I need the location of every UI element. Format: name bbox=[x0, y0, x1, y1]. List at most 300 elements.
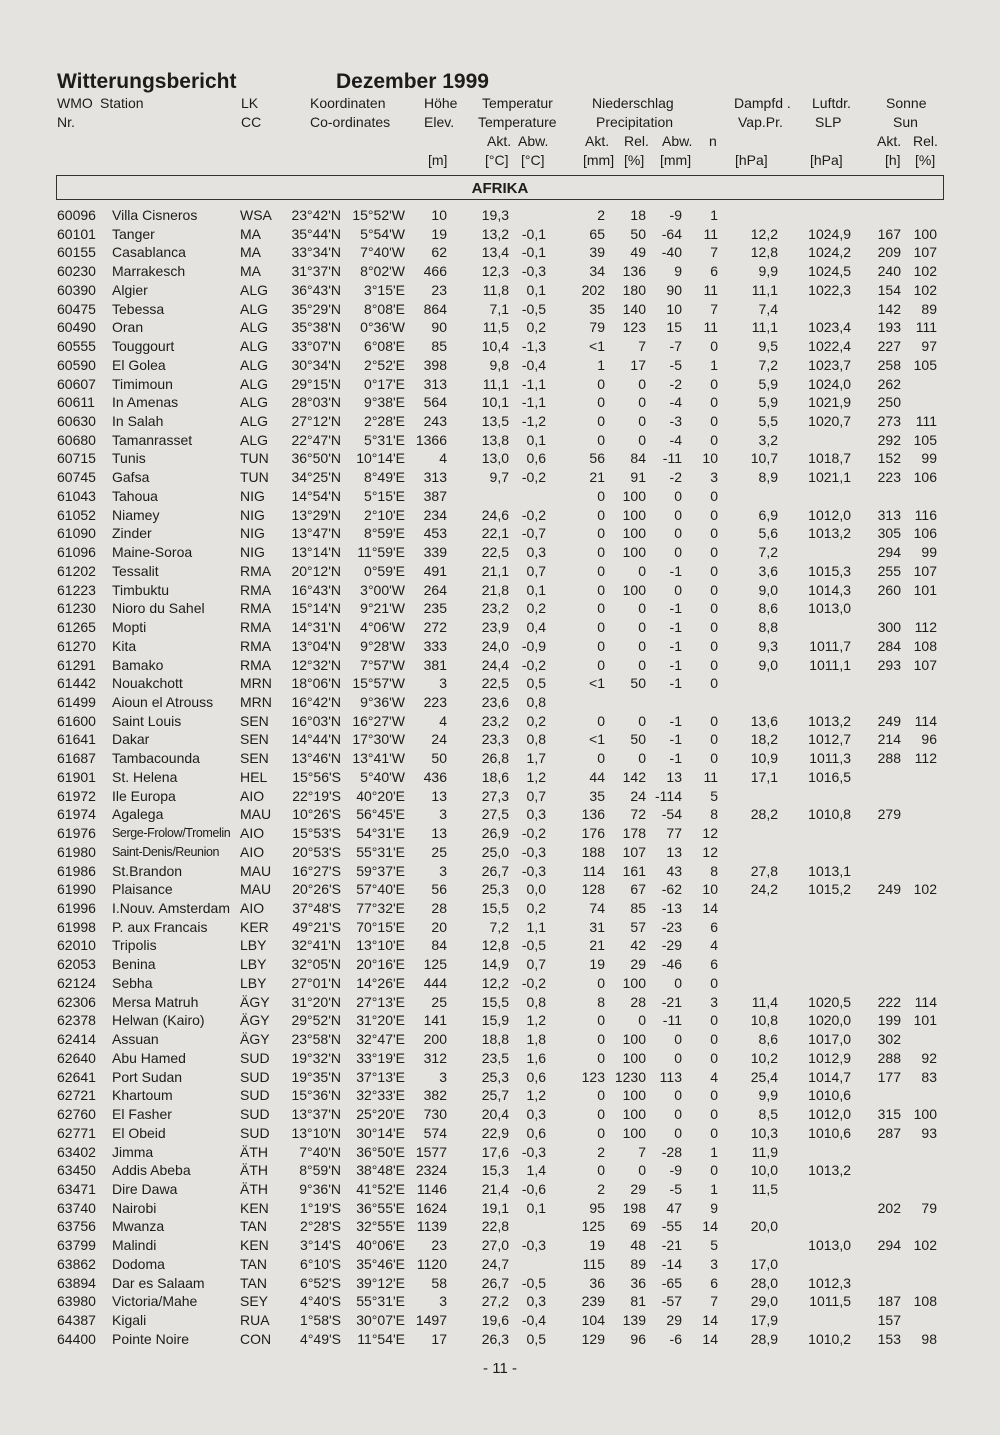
cell-country-code: TAN bbox=[240, 1255, 267, 1272]
cell-station-name: Tebessa bbox=[112, 300, 165, 317]
header-cc: CC bbox=[241, 114, 262, 130]
cell-longitude: 14°26'E bbox=[356, 974, 405, 991]
cell-precip-deviation: 0 bbox=[674, 1124, 682, 1141]
cell-precip-relative: 29 bbox=[630, 1180, 646, 1197]
cell-country-code: ALG bbox=[240, 281, 269, 298]
cell-sea-level-pressure: 1020,5 bbox=[808, 993, 851, 1010]
cell-precip-actual: 104 bbox=[581, 1312, 605, 1329]
cell-sea-level-pressure: 1024,9 bbox=[808, 225, 851, 242]
table-row bbox=[0, 975, 1000, 993]
cell-precip-deviation: -64 bbox=[661, 225, 682, 242]
cell-precip-actual: 0 bbox=[597, 1087, 605, 1104]
cell-precip-days: 0 bbox=[710, 1124, 718, 1141]
table-row bbox=[0, 769, 1000, 787]
cell-latitude: 31°20'N bbox=[291, 993, 341, 1010]
cell-precip-relative: 100 bbox=[622, 506, 646, 523]
cell-latitude: 49°21'S bbox=[292, 918, 341, 935]
cell-station-name: Plaisance bbox=[112, 881, 173, 898]
cell-sea-level-pressure: 1012,7 bbox=[808, 731, 851, 748]
cell-temp-deviation: 0,3 bbox=[526, 544, 546, 561]
table-row bbox=[0, 844, 1000, 862]
cell-precip-actual: 21 bbox=[589, 469, 605, 486]
cell-precip-deviation: 90 bbox=[666, 281, 682, 298]
cell-sun-relative: 79 bbox=[921, 1199, 937, 1216]
cell-sun-relative: 111 bbox=[915, 319, 937, 336]
cell-latitude: 6°10'S bbox=[300, 1255, 341, 1272]
cell-vapour-pressure: 10,9 bbox=[750, 750, 778, 767]
table-row bbox=[0, 956, 1000, 974]
cell-precip-days: 0 bbox=[710, 1049, 718, 1066]
cell-precip-days: 6 bbox=[710, 263, 718, 280]
cell-temp-actual: 15,9 bbox=[481, 1012, 509, 1029]
cell-vapour-pressure: 17,0 bbox=[750, 1255, 778, 1272]
cell-precip-days: 0 bbox=[710, 1087, 718, 1104]
cell-temp-deviation: -0,9 bbox=[521, 637, 546, 654]
cell-precip-deviation: 0 bbox=[674, 581, 682, 598]
cell-vapour-pressure: 28,2 bbox=[750, 806, 778, 823]
cell-sea-level-pressure: 1021,1 bbox=[808, 469, 851, 486]
cell-station-name: Port Sudan bbox=[112, 1068, 183, 1085]
cell-precip-deviation: 15 bbox=[666, 319, 682, 336]
cell-longitude: 5°40'W bbox=[360, 768, 405, 785]
header-precipitation: Niederschlag bbox=[592, 95, 674, 111]
cell-precip-relative: 0 bbox=[638, 619, 646, 636]
cell-wmo-number: 61052 bbox=[57, 506, 96, 523]
cell-vapour-pressure: 8,6 bbox=[758, 1031, 778, 1048]
cell-wmo-number: 60101 bbox=[57, 225, 96, 242]
cell-country-code: ALG bbox=[240, 431, 269, 448]
cell-elevation: 234 bbox=[423, 506, 447, 523]
cell-precip-days: 8 bbox=[710, 806, 718, 823]
cell-elevation: 235 bbox=[423, 600, 447, 617]
table-row bbox=[0, 1181, 1000, 1199]
cell-latitude: 14°44'N bbox=[291, 731, 341, 748]
cell-station-name: Nouakchott bbox=[112, 675, 183, 692]
cell-station-name: Agalega bbox=[112, 806, 164, 823]
cell-latitude: 16°43'N bbox=[291, 581, 341, 598]
cell-temp-actual: 12,8 bbox=[481, 937, 509, 954]
cell-precip-actual: 0 bbox=[597, 1106, 605, 1123]
header-coordinates-en: Co-ordinates bbox=[310, 114, 391, 130]
cell-wmo-number: 61090 bbox=[57, 525, 96, 542]
cell-sun-actual: 152 bbox=[877, 450, 901, 467]
cell-vapour-pressure: 11,1 bbox=[751, 281, 778, 298]
table-row bbox=[0, 1031, 1000, 1049]
cell-precip-relative: 36 bbox=[630, 1274, 646, 1291]
cell-precip-days: 1 bbox=[710, 356, 718, 373]
cell-precip-relative: 100 bbox=[622, 1049, 646, 1066]
cell-temp-actual: 26,9 bbox=[481, 825, 509, 842]
cell-country-code: MAU bbox=[240, 881, 272, 898]
cell-precip-actual: <1 bbox=[589, 675, 605, 692]
cell-precip-actual: 8 bbox=[597, 993, 605, 1010]
cell-vapour-pressure: 11,1 bbox=[751, 319, 778, 336]
cell-temp-deviation: -0,5 bbox=[521, 1274, 546, 1291]
cell-precip-actual: 0 bbox=[597, 600, 605, 617]
cell-precip-relative: 0 bbox=[638, 600, 646, 617]
cell-wmo-number: 62414 bbox=[57, 1031, 96, 1048]
cell-precip-actual: 36 bbox=[589, 1274, 605, 1291]
cell-station-name: El Fasher bbox=[112, 1106, 172, 1123]
table-row bbox=[0, 638, 1000, 656]
cell-longitude: 55°31'E bbox=[356, 843, 405, 860]
cell-vapour-pressure: 9,3 bbox=[758, 637, 778, 654]
cell-longitude: 30°14'E bbox=[356, 1124, 405, 1141]
cell-wmo-number: 61265 bbox=[57, 619, 96, 636]
header-sun-en: Sun bbox=[893, 114, 918, 130]
cell-precip-relative: 84 bbox=[630, 450, 646, 467]
cell-temp-deviation: 1,7 bbox=[526, 750, 546, 767]
cell-precip-actual: 74 bbox=[589, 900, 605, 916]
cell-wmo-number: 60555 bbox=[57, 338, 96, 355]
table-row bbox=[0, 600, 1000, 618]
cell-vapour-pressure: 7,2 bbox=[758, 544, 778, 561]
cell-elevation: 313 bbox=[423, 375, 447, 392]
cell-sun-relative: 99 bbox=[921, 544, 937, 561]
cell-elevation: 387 bbox=[423, 487, 447, 504]
cell-elevation: 3 bbox=[439, 806, 447, 823]
cell-latitude: 20°26'S bbox=[292, 881, 341, 898]
cell-precip-relative: 0 bbox=[638, 1162, 646, 1179]
cell-wmo-number: 64400 bbox=[57, 1330, 96, 1347]
region-label: AFRIKA bbox=[471, 180, 529, 197]
cell-precip-relative: 0 bbox=[638, 637, 646, 654]
cell-temp-deviation: 1,2 bbox=[526, 1012, 546, 1029]
cell-station-name: Mersa Matruh bbox=[112, 993, 199, 1010]
cell-latitude: 27°01'N bbox=[291, 974, 341, 991]
cell-latitude: 37°48'S bbox=[292, 900, 341, 916]
cell-temp-deviation: -0,1 bbox=[521, 225, 546, 242]
cell-temp-deviation: 0,8 bbox=[526, 731, 546, 748]
cell-station-name: Khartoum bbox=[112, 1087, 173, 1104]
cell-wmo-number: 62640 bbox=[57, 1049, 96, 1066]
cell-sun-relative: 105 bbox=[913, 356, 937, 373]
cell-latitude: 32°41'N bbox=[291, 937, 341, 954]
cell-longitude: 40°06'E bbox=[356, 1237, 405, 1254]
cell-sun-actual: 292 bbox=[877, 431, 901, 448]
cell-sea-level-pressure: 1015,2 bbox=[808, 881, 851, 898]
cell-latitude: 22°47'N bbox=[291, 431, 341, 448]
cell-temp-actual: 10,4 bbox=[481, 338, 509, 355]
cell-longitude: 32°47'E bbox=[356, 1031, 405, 1048]
cell-latitude: 15°36'N bbox=[291, 1087, 341, 1104]
cell-temp-deviation: 0,7 bbox=[526, 787, 546, 804]
cell-longitude: 77°32'E bbox=[356, 900, 405, 916]
cell-longitude: 54°31'E bbox=[356, 825, 405, 842]
header-p-akt: Akt. bbox=[585, 133, 610, 149]
table-row bbox=[0, 1087, 1000, 1105]
cell-precip-deviation: 43 bbox=[666, 862, 682, 879]
cell-station-name: Nioro du Sahel bbox=[112, 600, 205, 617]
cell-vapour-pressure: 8,9 bbox=[758, 469, 778, 486]
cell-station-name: Ile Europa bbox=[112, 787, 176, 804]
cell-precip-days: 0 bbox=[710, 600, 718, 617]
cell-wmo-number: 60155 bbox=[57, 244, 96, 261]
cell-country-code: SUD bbox=[240, 1124, 270, 1141]
table-row bbox=[0, 1012, 1000, 1030]
cell-station-name: Pointe Noire bbox=[112, 1330, 190, 1347]
cell-sun-relative: 107 bbox=[913, 244, 937, 261]
cell-wmo-number: 60607 bbox=[57, 375, 96, 392]
cell-sun-actual: 294 bbox=[877, 1237, 901, 1254]
cell-latitude: 16°42'N bbox=[291, 693, 341, 710]
cell-sun-actual: 305 bbox=[877, 525, 901, 542]
cell-station-name: Marrakesch bbox=[112, 263, 186, 280]
cell-precip-deviation: -21 bbox=[661, 993, 682, 1010]
cell-station-name: Helwan (Kairo) bbox=[112, 1012, 205, 1029]
cell-elevation: 4 bbox=[439, 450, 447, 467]
cell-country-code: TUN bbox=[240, 450, 269, 467]
cell-precip-actual: 239 bbox=[581, 1293, 605, 1310]
cell-precip-actual: 0 bbox=[597, 525, 605, 542]
cell-elevation: 62 bbox=[431, 244, 447, 261]
header-t-abw: Abw. bbox=[518, 133, 549, 149]
table-row bbox=[0, 282, 1000, 300]
cell-temp-deviation: -0,3 bbox=[521, 862, 546, 879]
cell-country-code: ALG bbox=[240, 413, 269, 430]
cell-precip-deviation: -4 bbox=[669, 394, 682, 411]
cell-country-code: RMA bbox=[240, 562, 272, 579]
cell-precip-deviation: -5 bbox=[669, 1180, 682, 1197]
cell-precip-days: 12 bbox=[702, 843, 718, 860]
cell-country-code: ÄTH bbox=[240, 1180, 268, 1197]
header-p-n: n bbox=[709, 133, 717, 149]
cell-precip-actual: 2 bbox=[597, 207, 605, 223]
cell-wmo-number: 61998 bbox=[57, 918, 96, 935]
table-row bbox=[0, 1125, 1000, 1143]
cell-station-name: Saint-Denis/Reunion bbox=[112, 844, 220, 859]
cell-precip-days: 10 bbox=[702, 881, 718, 898]
cell-precip-deviation: 10 bbox=[666, 300, 682, 317]
cell-longitude: 38°48'E bbox=[356, 1162, 405, 1179]
cell-country-code: MAU bbox=[240, 806, 272, 823]
cell-precip-deviation: 9 bbox=[674, 263, 682, 280]
cell-country-code: ÄGY bbox=[240, 1012, 270, 1029]
cell-latitude: 23°58'N bbox=[291, 1031, 341, 1048]
cell-latitude: 3°14'S bbox=[300, 1237, 341, 1254]
cell-precip-deviation: -1 bbox=[669, 619, 682, 636]
cell-precip-actual: 0 bbox=[597, 1124, 605, 1141]
cell-country-code: RMA bbox=[240, 619, 272, 636]
cell-precip-relative: 0 bbox=[638, 375, 646, 392]
cell-elevation: 491 bbox=[423, 562, 447, 579]
cell-precip-deviation: -1 bbox=[669, 750, 682, 767]
unit-vap: [hPa] bbox=[735, 152, 768, 168]
table-row bbox=[0, 1256, 1000, 1274]
cell-longitude: 5°15'E bbox=[364, 487, 405, 504]
cell-temp-actual: 15,3 bbox=[481, 1162, 509, 1179]
cell-longitude: 7°57'W bbox=[360, 656, 405, 673]
cell-temp-actual: 24,4 bbox=[481, 656, 509, 673]
cell-elevation: 58 bbox=[431, 1274, 447, 1291]
cell-elevation: 17 bbox=[431, 1330, 447, 1347]
cell-temp-deviation: 0,2 bbox=[526, 712, 546, 729]
cell-temp-actual: 9,8 bbox=[489, 356, 509, 373]
cell-latitude: 35°38'N bbox=[291, 319, 341, 336]
table-row bbox=[0, 563, 1000, 581]
cell-latitude: 19°32'N bbox=[291, 1049, 341, 1066]
cell-elevation: 1366 bbox=[415, 431, 447, 448]
cell-wmo-number: 60230 bbox=[57, 263, 96, 280]
cell-station-name: Serge-Frolow/Tromelin bbox=[112, 826, 231, 841]
cell-temp-actual: 13,8 bbox=[481, 431, 509, 448]
cell-temp-actual: 26,7 bbox=[481, 1274, 509, 1291]
cell-wmo-number: 61270 bbox=[57, 637, 96, 654]
cell-precip-relative: 69 bbox=[630, 1218, 646, 1235]
cell-station-name: Tripolis bbox=[112, 937, 157, 954]
cell-wmo-number: 60475 bbox=[57, 300, 96, 317]
cell-temp-deviation: 0,5 bbox=[526, 1330, 546, 1347]
cell-precip-deviation: 0 bbox=[674, 1049, 682, 1066]
cell-station-name: El Obeid bbox=[112, 1124, 166, 1141]
cell-latitude: 13°14'N bbox=[291, 544, 341, 561]
cell-precip-relative: 50 bbox=[630, 731, 646, 748]
cell-elevation: 90 bbox=[431, 319, 447, 336]
cell-elevation: 1577 bbox=[415, 1143, 447, 1160]
cell-station-name: Dodoma bbox=[112, 1255, 165, 1272]
cell-latitude: 28°03'N bbox=[291, 394, 341, 411]
cell-vapour-pressure: 13,6 bbox=[750, 712, 778, 729]
cell-temp-deviation: -0,2 bbox=[521, 506, 546, 523]
cell-sun-relative: 101 bbox=[913, 1012, 937, 1029]
cell-vapour-pressure: 10,8 bbox=[750, 1012, 778, 1029]
cell-precip-deviation: -1 bbox=[669, 637, 682, 654]
cell-precip-days: 0 bbox=[710, 413, 718, 430]
cell-latitude: 2°28'S bbox=[300, 1218, 341, 1235]
cell-latitude: 15°14'N bbox=[291, 600, 341, 617]
table-row bbox=[0, 881, 1000, 899]
cell-temp-actual: 26,7 bbox=[481, 862, 509, 879]
cell-sun-actual: 167 bbox=[877, 225, 901, 242]
cell-longitude: 37°13'E bbox=[356, 1068, 405, 1085]
cell-temp-deviation: 0,2 bbox=[526, 600, 546, 617]
cell-sea-level-pressure: 1013,1 bbox=[808, 862, 851, 879]
cell-temp-deviation: 0,7 bbox=[526, 562, 546, 579]
cell-precip-actual: 0 bbox=[597, 394, 605, 411]
cell-precip-relative: 42 bbox=[630, 937, 646, 954]
cell-vapour-pressure: 3,2 bbox=[758, 431, 778, 448]
cell-precip-days: 6 bbox=[710, 1274, 718, 1291]
cell-sea-level-pressure: 1014,7 bbox=[808, 1068, 851, 1085]
cell-sun-actual: 199 bbox=[877, 1012, 901, 1029]
cell-precip-days: 8 bbox=[710, 862, 718, 879]
cell-latitude: 19°35'N bbox=[291, 1068, 341, 1085]
cell-elevation: 381 bbox=[423, 656, 447, 673]
cell-precip-actual: 0 bbox=[597, 544, 605, 561]
cell-sea-level-pressure: 1018,7 bbox=[808, 450, 851, 467]
cell-precip-days: 0 bbox=[710, 675, 718, 692]
cell-sea-level-pressure: 1013,2 bbox=[808, 712, 851, 729]
cell-country-code: RMA bbox=[240, 581, 272, 598]
table-row bbox=[0, 582, 1000, 600]
cell-elevation: 3 bbox=[439, 1293, 447, 1310]
cell-sun-actual: 288 bbox=[877, 1049, 901, 1066]
cell-temp-deviation: -0,2 bbox=[521, 825, 546, 842]
cell-precip-actual: 0 bbox=[597, 712, 605, 729]
cell-station-name: El Golea bbox=[112, 356, 166, 373]
cell-precip-days: 0 bbox=[710, 525, 718, 542]
cell-precip-deviation: 0 bbox=[674, 544, 682, 561]
cell-precip-days: 0 bbox=[710, 656, 718, 673]
cell-sun-relative: 102 bbox=[913, 1237, 937, 1254]
unit-t-akt: [°C] bbox=[485, 152, 509, 168]
cell-precip-deviation: 0 bbox=[674, 487, 682, 504]
cell-precip-days: 4 bbox=[710, 937, 718, 954]
cell-precip-deviation: -2 bbox=[669, 469, 682, 486]
cell-station-name: Addis Abeba bbox=[112, 1162, 191, 1179]
cell-sun-relative: 114 bbox=[914, 712, 937, 729]
cell-station-name: Gafsa bbox=[112, 469, 150, 486]
table-row bbox=[0, 863, 1000, 881]
cell-station-name: Bamako bbox=[112, 656, 164, 673]
cell-precip-actual: 0 bbox=[597, 750, 605, 767]
cell-precip-actual: 19 bbox=[589, 956, 605, 973]
cell-precip-days: 1 bbox=[710, 1180, 718, 1197]
cell-precip-deviation: -1 bbox=[669, 600, 682, 617]
cell-temp-actual: 13,4 bbox=[481, 244, 509, 261]
cell-vapour-pressure: 7,4 bbox=[758, 300, 778, 317]
cell-precip-days: 10 bbox=[702, 450, 718, 467]
cell-precip-relative: 29 bbox=[630, 956, 646, 973]
cell-sun-actual: 214 bbox=[877, 731, 901, 748]
cell-country-code: CON bbox=[240, 1330, 272, 1347]
cell-elevation: 1139 bbox=[416, 1218, 447, 1235]
cell-longitude: 55°31'E bbox=[356, 1293, 405, 1310]
cell-precip-deviation: 0 bbox=[674, 506, 682, 523]
cell-temp-actual: 25,3 bbox=[481, 1068, 509, 1085]
cell-longitude: 8°49'E bbox=[364, 469, 405, 486]
cell-temp-deviation: 0,1 bbox=[526, 281, 546, 298]
cell-temp-deviation: -1,3 bbox=[521, 338, 546, 355]
header-s-rel: Rel. bbox=[913, 133, 938, 149]
cell-precip-relative: 96 bbox=[630, 1330, 646, 1347]
cell-sea-level-pressure: 1011,3 bbox=[809, 750, 851, 767]
cell-temp-deviation: -0,6 bbox=[521, 1180, 546, 1197]
cell-precip-actual: 123 bbox=[581, 1068, 605, 1085]
cell-temp-deviation: -0,7 bbox=[521, 525, 546, 542]
cell-elevation: 436 bbox=[423, 768, 447, 785]
cell-temp-actual: 26,8 bbox=[481, 750, 509, 767]
cell-precip-days: 1 bbox=[710, 207, 718, 223]
table-row bbox=[0, 338, 1000, 356]
cell-sun-actual: 157 bbox=[877, 1312, 901, 1329]
cell-vapour-pressure: 27,8 bbox=[750, 862, 778, 879]
unit-slp: [hPa] bbox=[810, 152, 843, 168]
cell-precip-deviation: 0 bbox=[674, 1106, 682, 1123]
table-row bbox=[0, 525, 1000, 543]
unit-p-rel: [%] bbox=[624, 152, 645, 168]
header-temperature-en: Temperature bbox=[478, 114, 557, 130]
cell-precip-days: 3 bbox=[710, 1255, 718, 1272]
cell-wmo-number: 62641 bbox=[57, 1068, 96, 1085]
cell-precip-relative: 72 bbox=[630, 806, 646, 823]
cell-temp-actual: 18,8 bbox=[481, 1031, 509, 1048]
cell-precip-relative: 136 bbox=[622, 263, 646, 280]
cell-temp-deviation: 0,8 bbox=[526, 993, 546, 1010]
cell-precip-actual: 35 bbox=[589, 300, 605, 317]
cell-longitude: 41°52'E bbox=[356, 1180, 405, 1197]
table-row bbox=[0, 469, 1000, 487]
cell-temp-actual: 24,0 bbox=[481, 637, 509, 654]
report-title: Witterungsbericht bbox=[57, 70, 237, 93]
cell-temp-actual: 20,4 bbox=[481, 1106, 509, 1123]
cell-elevation: 272 bbox=[423, 619, 447, 636]
cell-sea-level-pressure: 1013,0 bbox=[808, 600, 851, 617]
cell-station-name: Victoria/Mahe bbox=[112, 1293, 198, 1310]
cell-precip-relative: 180 bbox=[622, 281, 646, 298]
cell-vapour-pressure: 28,9 bbox=[750, 1330, 778, 1347]
cell-wmo-number: 61202 bbox=[57, 562, 96, 579]
